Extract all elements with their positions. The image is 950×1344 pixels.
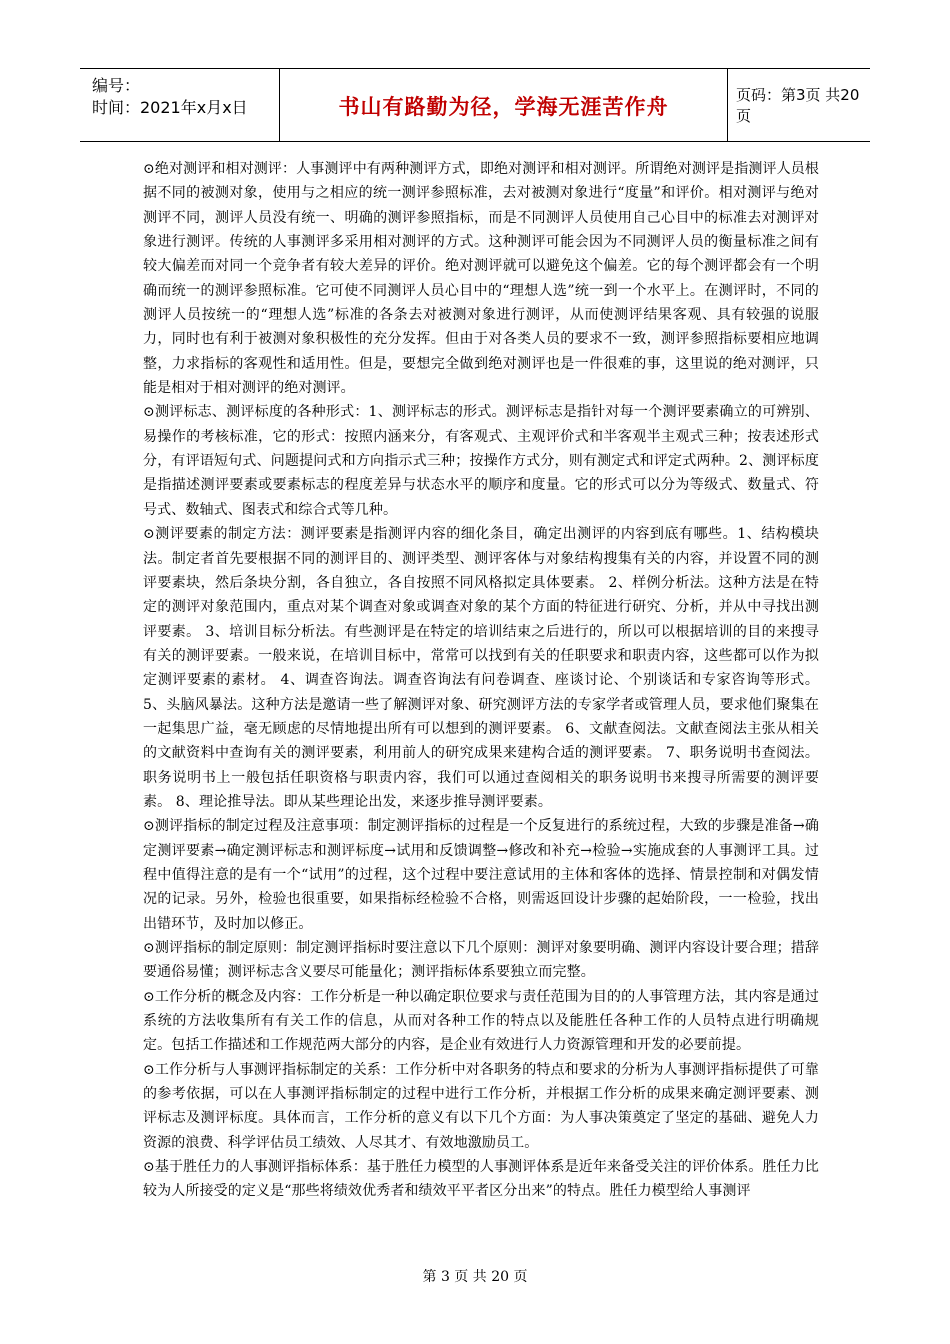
paragraph-evaluation-elements-methods: ⊙测评要素的制定方法：测评要素是指测评内容的细化条目，确定出测评的内容到底有哪些。1、结构模块法。制定者首先要根据不同的测评目的、测评类型、测评客体与对象结构搜集有关的内容，并设置不同的测评要素块，然后条块分割，各自独立，各自按照不同风格拟定具体要素。 2、样例分析法。这种方法是在特定的测评对象范围内，重点对某个调查对象或调查对象的某个方面的特征进行研究、分析，并从中寻找出测评要素。 3、培训目标分析法。有些测评是在特定的培训结束之后进行的，所以可以根据培训的目的来搜寻有关的测评要素。一般来说，在培训目标中，常常可以找到有关的任职要求和职责内容，这些都可以作为拟定测评要素的素材。 4、调查咨询法。调查咨询法有问卷调查、座谈讨论、个别谈话和专家咨询等形式。 5、头脑风暴法。这种方法是邀请一些了解测评对象、研究测评方法的专家学者或管理人员，要求他们聚集在一起集思广益，毫无顾虑的尽情地提出所有可以想到的测评要素。 6、文献查阅法。文献查阅法主张从相关的文献资料中查询有关的测评要素，利用前人的研究成果来建构合适的测评要素。 7、职务说明书查阅法。职务说明书上一般包括任职资格与职责内容，我们可以通过查阅相关的职务说明书来搜寻所需要的测评要素。 8、理论推导法。即从某些理论出发，来逐步推导测评要素。 — [143, 526, 819, 810]
paragraph-competency-system: ⊙基于胜任力的人事测评指标体系：基于胜任力模型的人事测评体系是近年来备受关注的评价体系。胜任力比较为人所接受的定义是“那些将绩效优秀者和绩效平平者区分出来”的特点。胜任力模型给人事测评 — [143, 1159, 819, 1200]
document-date: 时间：2021年x月x日 — [92, 98, 248, 117]
paragraph-absolute-relative-evaluation: ⊙绝对测评和相对测评：人事测评中有两种测评方式，即绝对测评和相对测评。所谓绝对测评是指测评人员根据不同的被测对象，使用与之相应的统一测评参照标准，去对被测对象进行“度量”和评价。相对测评与绝对测评不同，测评人员没有统一、明确的测评参照指标，而是不同测评人员使用自己心目中的标准去对测评对象进行测评。传统的人事测评多采用相对测评的方式。这种测评可能会因为不同测评人员的衡量标准之间有较大偏差而对同一个竞争者有较大差异的评价。绝对测评就可以避免这个偏差。它的每个测评都会有一个明确而统一的测评参照标准。它可使不同测评人员心目中的“理想人选”统一到一个水平上。在测评时，不同的测评人员按统一的“理想人选”标准的各条去对被测对象进行测评，从而使测评结果客观、具有较强的说服力，同时也有利于被测对象积极性的充分发挥。但由于对各类人员的要求不一致，测评参照指标要相应地调整，力求指标的客观性和适用性。但是，要想完全做到绝对测评也是一件很难的事，这里说的绝对测评，只能是相对于相对测评的绝对测评。 — [143, 161, 819, 397]
paragraph-indicator-principles: ⊙测评指标的制定原则：制定测评指标时要注意以下几个原则：测评对象要明确、测评内容设计要合理；措辞要通俗易懂；测评标志含义要尽可能量化；测评指标体系要独立而完整。 — [143, 940, 819, 981]
page-header — [80, 68, 870, 142]
paragraph-job-analysis-relation: ⊙工作分析与人事测评指标制定的关系：工作分析中对各职务的特点和要求的分析为人事测评指标提供了可靠的参考依据，可以在人事测评指标制定的过程中进行工作分析，并根据工作分析的成果来确定测评要素、测评标志及测评标度。具体而言，工作分析的意义有以下几个方面：为人事决策奠定了坚定的基础、避免人力资源的浪费、科学评估员工绩效、人尽其才、有效地激励员工。 — [143, 1061, 819, 1151]
header-meta — [80, 69, 280, 141]
document-body — [143, 157, 819, 1204]
page-footer: 第 3 页 共 20 页 — [422, 1269, 528, 1285]
header-motto: 书山有路勤为径，学海无涯苦作舟 — [280, 69, 728, 141]
document-number-label: 编号： — [92, 76, 141, 95]
header-page-info: 页码：第3页 共20页 — [736, 86, 860, 125]
paragraph-job-analysis-concept: ⊙工作分析的概念及内容：工作分析是一种以确定职位要求与责任范围为目的的人事管理方法，其内容是通过系统的方法收集所有有关工作的信息，从而对各种工作的特点以及能胜任各种工作的人员特点进行明确规定。包括工作描述和工作规范两大部分的内容，是企业有效进行人力资源管理和开发的必要前提。 — [143, 988, 819, 1054]
paragraph-indicator-process: ⊙测评指标的制定过程及注意事项：制定测评指标的过程是一个反复进行的系统过程，大致的步骤是准备→确定测评要素→确定测评标志和测评标度→试用和反馈调整→修改和补充→检验→实施成套的人事测评工具。过程中值得注意的是有一个“试用”的过程，这个过程中要注意试用的主体和客体的选择、情景控制和对偶发情况的记录。另外，检验也很重要，如果指标经检验不合格，则需返回设计步骤的起始阶段，一一检验，找出出错环节，及时加以修正。 — [143, 818, 819, 932]
paragraph-evaluation-marks-scales: ⊙测评标志、测评标度的各种形式：1、测评标志的形式。测评标志是指针对每一个测评要素确立的可辨别、易操作的考核标准，它的形式：按照内涵来分，有客观式、主观评价式和半客观半主观式三种；按表述形式分，有评语短句式、问题提问式和方向指示式三种；按操作方式分，则有测定式和评定式两种。2、测评标度是指描述测评要素或要素标志的程度差异与状态水平的顺序和度量。它的形式可以分为等级式、数量式、符号式、数轴式、图表式和综合式等几种。 — [143, 404, 819, 518]
